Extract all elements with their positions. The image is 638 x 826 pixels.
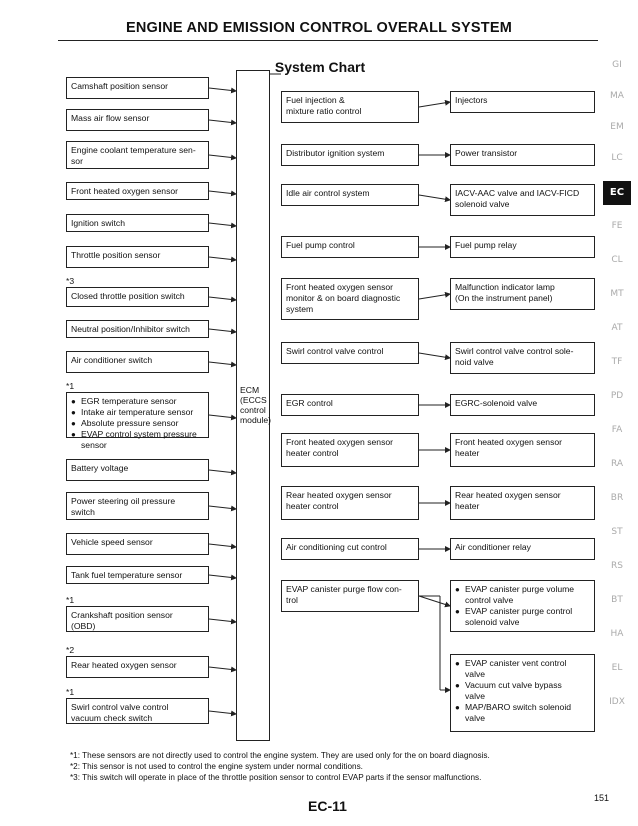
output-box-12-bullet: ● Vacuum cut valve bypass valve — [455, 680, 590, 702]
control-box-4 — [281, 236, 419, 258]
output-box-11-bullet: ● EVAP canister purge volume control valve — [455, 584, 590, 606]
section-tab-st[interactable]: ST — [611, 527, 623, 537]
input-box-11 — [66, 459, 209, 481]
input-arrow-8 — [209, 329, 236, 332]
section-tab-br[interactable]: BR — [610, 493, 624, 503]
section-tab-rs[interactable]: RS — [611, 561, 623, 571]
footnote-3: *3: This switch will operate in place of the throttle position sensor to control EVAP parts if the sensor malfunctions. — [70, 773, 482, 782]
input-arrow-15 — [209, 619, 236, 622]
section-tab-ra[interactable]: RA — [610, 459, 624, 469]
output-box-11 — [450, 580, 595, 632]
input-note-15: *1 — [66, 595, 75, 605]
section-tab-ec[interactable]: EC — [603, 181, 631, 205]
output-box-6-label: Swirl control valve control sole- noid valve — [455, 346, 574, 367]
output-box-7 — [450, 394, 595, 416]
input-arrow-7 — [209, 297, 236, 300]
input-box-8 — [66, 320, 209, 338]
input-note-10: *1 — [66, 381, 75, 391]
input-arrow-17 — [209, 711, 236, 714]
control-arrow-1 — [419, 102, 450, 107]
section-tab-lc[interactable]: LC — [611, 153, 623, 163]
control-arrow-11 — [419, 596, 450, 606]
output-box-10 — [450, 538, 595, 560]
ecm-label: ECM (ECCS control module) — [240, 385, 272, 425]
control-box-4-label: Fuel pump control — [286, 240, 355, 250]
control-arrow-6 — [419, 353, 450, 358]
output-box-1 — [450, 91, 595, 113]
output-box-3-label: IACV-AAC valve and IACV-FICD solenoid valve — [455, 188, 580, 209]
input-box-14 — [66, 566, 209, 584]
input-box-6 — [66, 246, 209, 268]
control-box-7-label: EGR control — [286, 398, 333, 408]
input-box-17-label: Swirl control valve control vacuum check switch — [71, 702, 169, 723]
input-box-5-label: Ignition switch — [71, 218, 125, 228]
input-note-16: *2 — [66, 645, 75, 655]
output-box-11-bullet: ● EVAP canister purge control solenoid valve — [455, 606, 590, 628]
section-tab-mt[interactable]: MT — [610, 289, 624, 299]
control-box-8 — [281, 433, 419, 467]
output-box-12-bullet: ● MAP/BARO switch solenoid valve — [455, 702, 590, 724]
output-box-5-label: Malfunction indicator lamp (On the instrument panel) — [455, 282, 555, 303]
input-box-13-label: Vehicle speed sensor — [71, 537, 153, 547]
input-arrow-9 — [209, 362, 236, 365]
section-tab-em[interactable]: EM — [610, 122, 624, 132]
input-box-10-bullet: ● Intake air temperature sensor — [71, 407, 204, 418]
input-arrow-3 — [209, 155, 236, 158]
input-arrow-2 — [209, 120, 236, 123]
output-box-8-label: Front heated oxygen sensor heater — [455, 437, 563, 458]
input-arrow-5 — [209, 223, 236, 226]
control-box-11 — [281, 580, 419, 612]
page-code: EC-11 — [308, 798, 347, 814]
input-box-1 — [66, 77, 209, 99]
output-box-9-label: Rear heated oxygen sensor heater — [455, 490, 561, 511]
input-box-10-bullet: ● EGR temperature sensor — [71, 396, 204, 407]
section-tab-idx[interactable]: IDX — [609, 697, 625, 707]
footnote-1: *1: These sensors are not directly used to control the engine system. They are used only for the on board diagnosis. — [70, 751, 490, 760]
output-box-2-label: Power transistor — [455, 148, 518, 158]
control-box-7 — [281, 394, 419, 416]
input-box-7 — [66, 287, 209, 307]
page-header: ENGINE AND EMISSION CONTROL OVERALL SYSTEM — [126, 20, 512, 36]
input-box-12-label: Power steering oil pressure switch — [71, 496, 176, 517]
control-box-6-label: Swirl control valve control — [286, 346, 384, 356]
input-arrow-10 — [209, 415, 236, 418]
section-tab-fe[interactable]: FE — [611, 221, 623, 231]
section-tab-bt[interactable]: BT — [611, 595, 623, 605]
input-arrow-11 — [209, 470, 236, 473]
output-box-3 — [450, 184, 595, 216]
control-box-11-label: EVAP canister purge flow con- trol — [286, 584, 402, 605]
input-arrow-1 — [209, 88, 236, 91]
control-box-1-label: Fuel injection & mixture ratio control — [286, 95, 362, 116]
input-box-12 — [66, 492, 209, 520]
input-arrow-14 — [209, 575, 236, 578]
input-box-8-label: Neutral position/Inhibitor switch — [71, 324, 190, 334]
section-tab-cl[interactable]: CL — [611, 255, 623, 265]
output-box-2 — [450, 144, 595, 166]
footnote-2: *2: This sensor is not used to control the engine system under normal conditions. — [70, 762, 363, 771]
control-box-6 — [281, 342, 419, 364]
section-tab-pd[interactable]: PD — [610, 391, 624, 401]
input-box-6-label: Throttle position sensor — [71, 250, 161, 260]
control-arrow-5 — [419, 294, 450, 299]
input-arrow-12 — [209, 506, 236, 509]
page-number: 151 — [594, 793, 610, 803]
input-box-2 — [66, 109, 209, 131]
control-box-5-label: Front heated oxygen sensor monitor & on board diagnostic system — [286, 282, 401, 314]
input-box-3 — [66, 141, 209, 169]
section-tab-fa[interactable]: FA — [611, 425, 623, 435]
input-box-5 — [66, 214, 209, 232]
output-box-12-bullet: ● EVAP canister vent control valve — [455, 658, 590, 680]
input-box-3-label: Engine coolant temperature sen- sor — [71, 145, 196, 166]
output-box-7-label: EGRC-solenoid valve — [455, 398, 538, 408]
input-box-17 — [66, 698, 209, 724]
control-box-9-label: Rear heated oxygen sensor heater control — [286, 490, 392, 511]
input-box-9 — [66, 351, 209, 373]
input-box-14-label: Tank fuel temperature sensor — [71, 570, 183, 580]
input-box-16-label: Rear heated oxygen sensor — [71, 660, 177, 670]
output-box-10-label: Air conditioner relay — [455, 542, 531, 552]
section-tab-tf[interactable]: TF — [611, 357, 623, 367]
input-arrow-6 — [209, 257, 236, 260]
input-box-16 — [66, 656, 209, 678]
input-box-4 — [66, 182, 209, 200]
output-box-9 — [450, 486, 595, 520]
output-box-4-label: Fuel pump relay — [455, 240, 517, 250]
section-tab-at[interactable]: AT — [611, 323, 623, 333]
output-box-1-label: Injectors — [455, 95, 488, 105]
output-box-4 — [450, 236, 595, 258]
output-box-12 — [450, 654, 595, 732]
section-tab-ma[interactable]: MA — [610, 91, 624, 101]
chart-title: System Chart — [274, 59, 366, 75]
input-arrow-16 — [209, 667, 236, 670]
input-box-10-bullet: ● EVAP control system pressure sensor — [71, 429, 204, 451]
section-tab-el[interactable]: EL — [611, 663, 623, 673]
input-arrow-4 — [209, 191, 236, 194]
input-note-7: *3 — [66, 276, 75, 286]
input-box-10-bullet: ● Absolute pressure sensor — [71, 418, 204, 429]
control-box-2 — [281, 144, 419, 166]
output-box-6 — [450, 342, 595, 374]
input-box-11-label: Battery voltage — [71, 463, 129, 473]
control-box-1 — [281, 91, 419, 123]
input-note-17: *1 — [66, 687, 75, 697]
control-box-2-label: Distributor ignition system — [286, 148, 385, 158]
input-arrow-13 — [209, 544, 236, 547]
section-tab-gi[interactable]: GI — [612, 60, 622, 70]
output-box-8 — [450, 433, 595, 467]
input-box-1-label: Camshaft position sensor — [71, 81, 168, 91]
input-box-10 — [66, 392, 209, 450]
output-box-5 — [450, 278, 595, 310]
control-box-9 — [281, 486, 419, 520]
control-box-3-label: Idle air control system — [286, 188, 370, 198]
control-box-10-label: Air conditioning cut control — [286, 542, 387, 552]
control-box-3 — [281, 184, 419, 206]
control-box-10 — [281, 538, 419, 560]
control-box-5 — [281, 278, 419, 320]
input-box-13 — [66, 533, 209, 555]
input-box-2-label: Mass air flow sensor — [71, 113, 150, 123]
input-box-4-label: Front heated oxygen sensor — [71, 186, 179, 196]
section-tab-ha[interactable]: HA — [610, 629, 624, 639]
input-box-9-label: Air conditioner switch — [71, 355, 153, 365]
control-box-8-label: Front heated oxygen sensor heater control — [286, 437, 394, 458]
input-box-15-label: Crankshaft position sensor (OBD) — [71, 610, 173, 631]
input-box-7-label: Closed throttle position switch — [71, 291, 185, 301]
input-box-15 — [66, 606, 209, 632]
control-arrow-3 — [419, 195, 450, 200]
